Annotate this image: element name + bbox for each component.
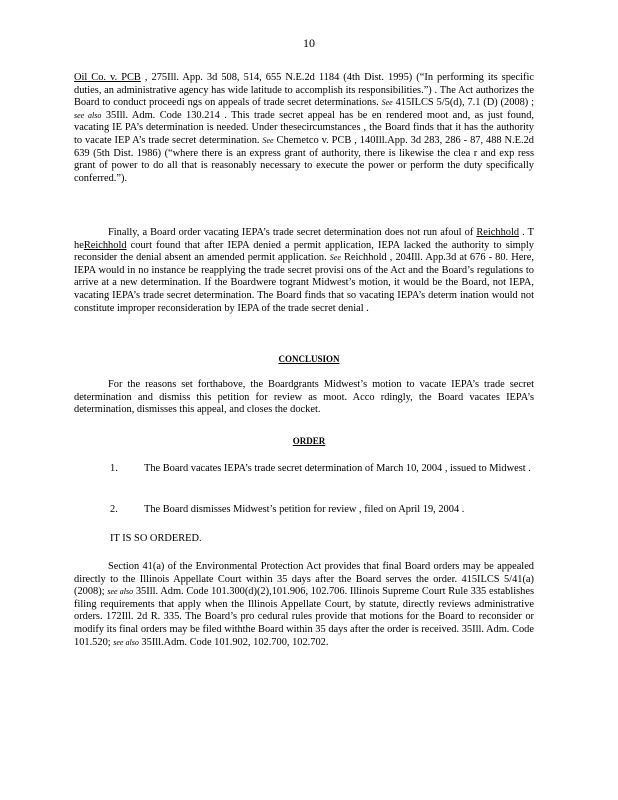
conclusion-paragraph: For the reasons set forthabove, the Boardgrants Midwest’s motion to vacate IEPA’s trade secret determination and dismiss this petition for review as moot. Acco rdingly, the Board vacates IEPA’s determination, dismisses this appeal, and closes the docket.: [74, 379, 534, 416]
paragraph-text: Finally, a Board order vacating IEPA’s trade secret determination does not run afoul of: [108, 227, 477, 238]
page-number: 10: [303, 36, 315, 50]
signal-see-also: see also: [113, 637, 139, 647]
order-item-text: The Board vacates IEPA’s trade secret determination of March 10, 2004 , issued to Midwest .: [144, 463, 531, 474]
order-heading: ORDER: [292, 436, 326, 446]
paragraph-text: . T he: [74, 227, 534, 251]
signal-see-also: see also: [74, 110, 102, 120]
paragraph-text: , 275Ill. App. 3d 508, 514, 655 N.E.2d 1184 (4th Dist. 1995) (“In performing its specific duties, an administrative agency has wide latitude to accomplish its responsibilities.”) . The Act authorizes the Board to conduct proceedi ngs on appeals of trade secret determinations.: [74, 72, 534, 109]
paragraph-text: Reichhold , 204Ill. App.3d at 676 - 80. Here, IEPA would in no instance be reapplying the trade secret provisi ons of the Act and the Board’s regulations to arrive at a new determination. If the Boardwere togrant Midwest’s motion, it would be the Board, not IEPA, vacating IEPA’s trade secret determination. The Board finds that so vacating IEPA’s determ ination would not constitute improper reconsideration by IEPA of the trade secret denial .: [74, 252, 534, 314]
order-item-number: 2.: [110, 504, 118, 515]
conclusion-heading: CONCLUSION: [278, 354, 340, 364]
paragraph-text: court found that after IEPA denied a permit application, IEPA lacked the authority to simply reconsider the denial absent an amended permit application.: [74, 239, 534, 264]
paragraph-text: 35Ill. Adm. Code 101.300(d)(2),101.906, 102.706. Illinois Supreme Court Rule 335 establishes filing requirements that apply when the Illinois Appellate Court, by statute, directly reviews administrative orders. 172Ill. 2d R. 335. The Board’s pro cedural rules provide that motions for the Board to reconsider or modify its final orders may be filed withthe Board within 35 days after the order is received. 35Ill. Adm. Code 101.520;: [74, 586, 534, 648]
paragraph-text: Chemetco v. PCB , 140Ill.App. 3d 283, 286 - 87, 488 N.E.2d 639 (5th Dist. 1986) (“where there is an express grant of authority, there is likewise the clea r and exp ress grant of power to do all that is reasonably necessary to execute the power or perform the duty specifically conferred.”).: [74, 134, 534, 184]
paragraph-text: 35Ill. Adm. Code 130.214 . This trade secret appeal has be en rendered moot and, as just found, vacating IE PA’s determination is needed. Under thesecircumstances , the Board finds that it has the authority to vacate IEP A’s trade secret determination.: [74, 109, 535, 146]
signal-see: See: [381, 98, 393, 108]
paragraph-text: Section 41(a) of the Environmental Protection Act provides that final Board orders may be appealed directly to the Illinois Appellate Court within 35 days after the Board serves the order. 415ILCS 5/41(a) (2008);: [74, 561, 534, 598]
paragraph-authority: [74, 72, 534, 185]
signal-see-also: see also: [107, 587, 134, 597]
case-citation: Reichhold: [476, 227, 520, 238]
paragraph-text: 35Ill.Adm. Code 101.902, 102.700, 102.702.: [138, 636, 329, 648]
signal-see: See: [262, 135, 274, 145]
paragraph-reichhold: [74, 227, 534, 315]
paragraph-text: 415ILCS 5/5(d), 7.1 (D) (2008) ;: [392, 97, 534, 109]
order-item-text: The Board dismisses Midwest’s petition for review , filed on April 19, 2004 .: [144, 504, 465, 515]
appeal-rights-paragraph: [74, 561, 534, 649]
case-citation: Reichhold: [83, 239, 127, 251]
order-item-number: 1.: [110, 463, 118, 474]
so-ordered: IT IS SO ORDERED.: [110, 533, 202, 544]
case-citation: Oil Co. v. PCB: [74, 72, 141, 83]
signal-see: See: [329, 253, 341, 263]
